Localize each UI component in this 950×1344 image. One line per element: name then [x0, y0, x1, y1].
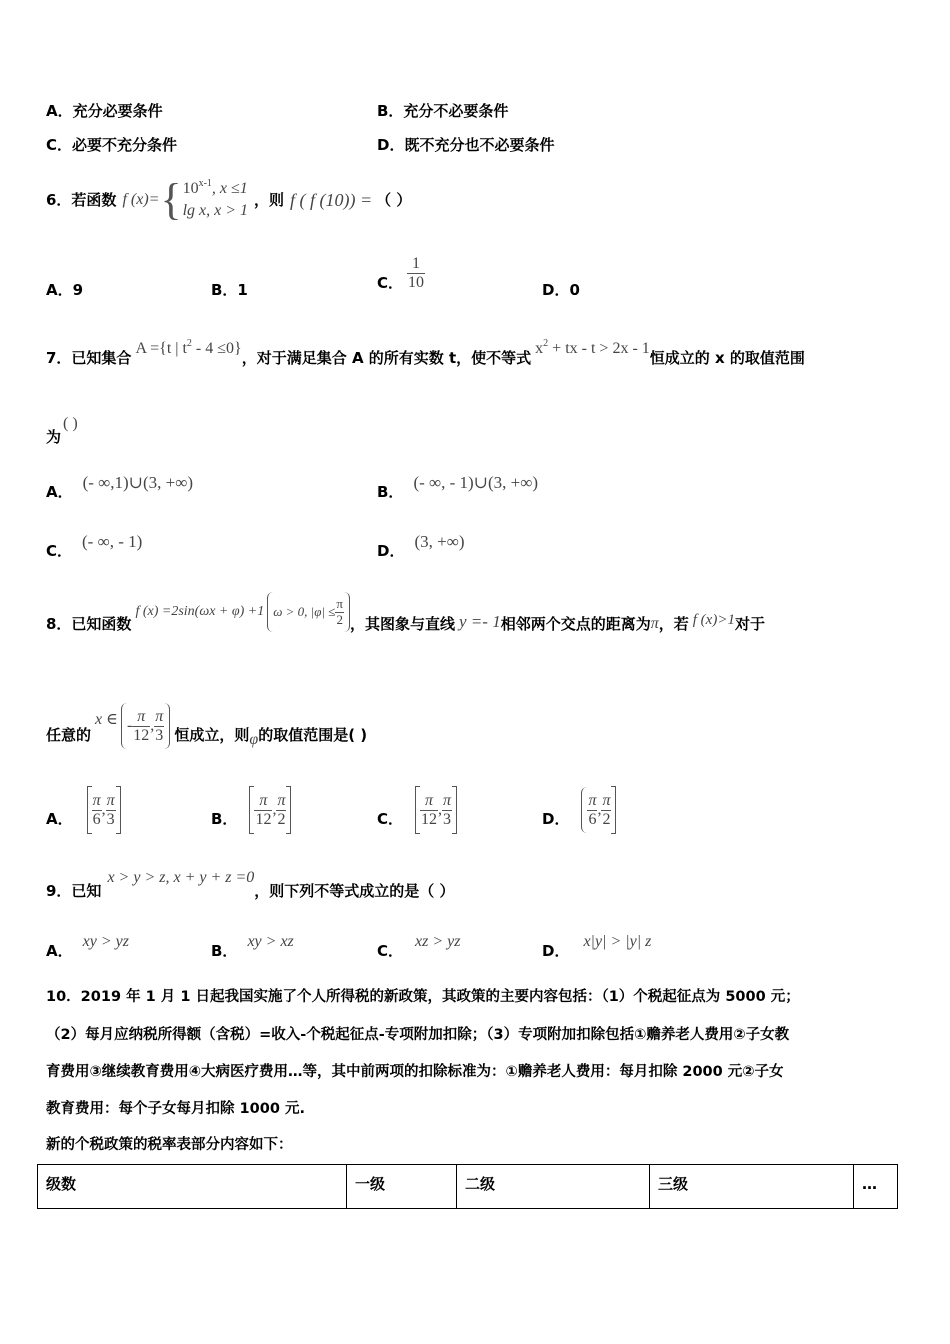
fraction-denominator: 6 [588, 810, 597, 828]
q10-line1: 10．2019 年 1 月 1 日起我国实施了个人所得税的新政策，其政策的主要内容包括：（1）个税起征点为 5000 元； [46, 989, 800, 1005]
q8-option-interval [415, 786, 457, 834]
fraction [106, 792, 116, 828]
q8-func: f (x) =2sin(ωx + φ) +1 [135, 604, 265, 620]
bracket-right [286, 786, 291, 834]
q8-suffix: 对于 [734, 614, 765, 633]
q8-prefix: 8．已知函数 [46, 614, 132, 633]
q9-option-c-label: C． [377, 942, 404, 960]
q8-option-interval [249, 786, 291, 834]
q8-option-interval [87, 786, 121, 834]
table-cell-level-2: 二级 [457, 1165, 650, 1209]
q6-option-c-fraction [407, 255, 425, 291]
fraction [276, 792, 286, 828]
q8-option-label: D． [542, 809, 570, 828]
q6-option-c-label: C． [377, 274, 404, 292]
q8-line2-suffix: 恒成立，则 [174, 725, 250, 744]
bracket-right [116, 786, 121, 834]
q6-case1: 10 [182, 179, 199, 197]
q9-option-d-text: x|y| > |y| z [583, 933, 652, 950]
q8-line2-tail: 的取值范围是( ) [258, 725, 368, 744]
q6-f-lhs: f (x)= [122, 191, 160, 208]
fraction-denominator: 12 [133, 726, 150, 744]
q8-option-label: C． [377, 809, 404, 828]
q7-option-c-label: C． [46, 541, 73, 560]
fraction-numerator: π [602, 791, 611, 809]
table-cell-level-1: 一级 [347, 1165, 457, 1209]
q9-option-b [211, 932, 294, 961]
bracket-right [611, 786, 616, 834]
q7-prefix: 7．已知集合 [46, 348, 132, 367]
q8-mid1: ，其图象与直线 [350, 614, 456, 633]
fraction-numerator: π [155, 707, 164, 725]
q8-option-d [542, 786, 616, 834]
q8-pi: π [650, 615, 659, 632]
q7-mid: ，对于满足集合 A 的所有实数 t，使不等式 [241, 348, 532, 367]
q7-option-a [46, 472, 193, 501]
q6-cases [183, 178, 248, 223]
fraction-denominator: 12 [255, 810, 272, 828]
q8-stem [46, 588, 765, 636]
q6-option-b: B．1 [211, 281, 248, 299]
q7-stem-line2 [46, 414, 78, 447]
q5-option-d: D．既不充分也不必要条件 [377, 136, 555, 154]
q7-suffix: 恒成立的 x 的取值范围 [649, 348, 805, 367]
fraction-numerator: π [425, 791, 434, 809]
q7-line2: 为 [46, 428, 62, 446]
q8-mid3: ，若 [658, 614, 689, 633]
q6-case1-cond: , x ≤1 [211, 179, 248, 197]
q8-stem-line2 [46, 700, 367, 752]
q8-range [121, 703, 170, 749]
q9-prefix: 9．已知 [46, 882, 102, 900]
fraction-numerator: π [336, 596, 343, 612]
q8-line2-prefix: 任意的 [46, 725, 92, 744]
q6-expr: f ( f (10)) = [290, 189, 373, 210]
q7-option-a-text: (- ∞,1)∪(3, +∞) [82, 473, 193, 492]
fraction-numerator: π [588, 791, 597, 809]
q9-option-d [542, 932, 651, 961]
fraction-numerator: π [443, 791, 452, 809]
fraction-denominator: 2 [336, 611, 343, 627]
q9-option-a-label: A． [46, 942, 73, 960]
q7-paren: ( ) [63, 415, 78, 432]
q7-ineq-x: x [535, 340, 544, 357]
q7-option-c-text: (- ∞, - 1) [82, 532, 143, 551]
q8-range-fraction-a [132, 708, 150, 744]
q7-option-b-label: B． [377, 482, 404, 501]
q8-cond-fraction [335, 597, 344, 627]
q7-inequality [535, 339, 650, 359]
comma: , [272, 801, 277, 818]
q6-stem [46, 172, 411, 228]
table-cell-ellipsis: … [854, 1165, 898, 1209]
fraction-denominator: 3 [106, 810, 115, 828]
q9-suffix: ，则下列不等式成立的是（ ） [254, 882, 455, 900]
q9-option-c-text: xz > yz [415, 933, 461, 950]
q8-option-interval [581, 786, 616, 834]
q8-x-in: x ∈ [95, 711, 118, 728]
q8-mid2: 相邻两个交点的距离为 [500, 614, 651, 633]
q9-option-a [46, 932, 129, 961]
fraction-denominator: 10 [408, 273, 425, 291]
q8-range-fraction-b [154, 708, 164, 744]
comma: , [101, 801, 106, 818]
q10-line5: 新的个税政策的税率表部分内容如下： [46, 1137, 293, 1153]
q7-stem [46, 340, 805, 376]
q6-mid: ，则 [254, 190, 285, 209]
bracket-right [452, 786, 457, 834]
fraction-denominator: 3 [443, 810, 452, 828]
q7-option-c [46, 531, 142, 560]
fraction [587, 792, 597, 828]
fraction-denominator: 12 [421, 810, 438, 828]
q7-option-b [377, 472, 538, 501]
fraction-denominator: 6 [92, 810, 101, 828]
q7-set [135, 339, 241, 359]
q10-line3: 育费用③继续教育费用④大病医疗费用…等，其中前两项的扣除标准为：①赡养老人费用：每月扣除 2000 元②子女 [46, 1064, 784, 1080]
comma: , [438, 801, 443, 818]
fraction-numerator: π [106, 791, 115, 809]
q6-prefix: 6．若函数 [46, 190, 117, 209]
q7-option-a-label: A． [46, 482, 73, 501]
q8-range-minus: - [126, 717, 133, 734]
fraction-numerator: π [277, 791, 286, 809]
q8-condition [267, 592, 350, 632]
q8-option-b [211, 786, 291, 834]
q9-option-d-label: D． [542, 942, 570, 960]
fraction-numerator: π [92, 791, 101, 809]
q8-option-a [46, 786, 121, 834]
q9-option-b-text: xy > xz [247, 933, 294, 950]
q7-option-d [377, 531, 464, 560]
q9-condition: x > y > z, x + y + z =0 [107, 869, 255, 886]
q7-set-tail: - 4 ≤0} [191, 340, 242, 357]
comma: , [597, 801, 602, 818]
q7-ineq-tail: + tx - t > 2x - 1 [548, 340, 650, 357]
q8-option-label: B． [211, 809, 238, 828]
q8-option-c [377, 786, 457, 834]
q7-option-d-label: D． [377, 541, 405, 560]
fraction-denominator: 2 [602, 810, 611, 828]
fraction-numerator: π [259, 791, 268, 809]
fraction [92, 792, 102, 828]
table-cell-level-3: 三级 [650, 1165, 854, 1209]
table-cell-level: 级数 [38, 1165, 347, 1209]
fraction [420, 792, 438, 828]
fraction-numerator: 1 [412, 255, 421, 273]
fraction [601, 792, 611, 828]
q6-case1-exp: x-1 [198, 177, 212, 189]
q7-option-d-text: (3, +∞) [414, 532, 465, 551]
q6-paren: （ ） [376, 190, 412, 209]
q6-case2: lg x, x > 1 [182, 202, 249, 219]
q8-option-label: A． [46, 809, 73, 828]
fraction-denominator: 2 [277, 810, 286, 828]
fraction-denominator: 3 [155, 726, 164, 744]
q6-option-d: D．0 [542, 281, 580, 299]
q6-option-a: A．9 [46, 281, 84, 299]
q8-cond-text: ω > 0, |φ| ≤ [273, 603, 336, 619]
fraction [442, 792, 452, 828]
q7-set-exp: 2 [186, 338, 192, 349]
q9-option-c [377, 932, 460, 961]
fraction [254, 792, 272, 828]
paren-right [164, 703, 170, 749]
q5-option-c: C．必要不充分条件 [46, 136, 178, 154]
q9-option-b-label: B． [211, 942, 238, 960]
q7-set-text: A ={t | t [135, 340, 187, 357]
comma: , [150, 717, 155, 734]
q8-line: y =- 1 [459, 612, 501, 632]
q7-option-b-text: (- ∞, - 1)∪(3, +∞) [413, 473, 538, 492]
fraction-numerator: π [137, 707, 146, 725]
q6-option-c [377, 254, 425, 293]
q5-option-a: A．充分必要条件 [46, 102, 163, 120]
q5-option-b: B．充分不必要条件 [377, 102, 509, 120]
q8-gt: f (x)>1 [692, 611, 735, 628]
q10-line4: 教育费用：每个子女每月扣除 1000 元. [46, 1101, 305, 1117]
q9-option-a-text: xy > yz [82, 933, 129, 950]
q8-phi: φ [249, 731, 259, 748]
q6-brace: { [160, 175, 182, 224]
table-row [38, 1165, 898, 1209]
q10-line2: （2）每月应纳税所得额（含税）=收入-个税起征点-专项附加扣除；（3）专项附加扣除包括①赡养老人费用②子女教 [46, 1027, 790, 1043]
q7-ineq-exp: 2 [543, 338, 549, 349]
tax-rate-table [37, 1164, 898, 1209]
q9-stem [46, 868, 455, 901]
